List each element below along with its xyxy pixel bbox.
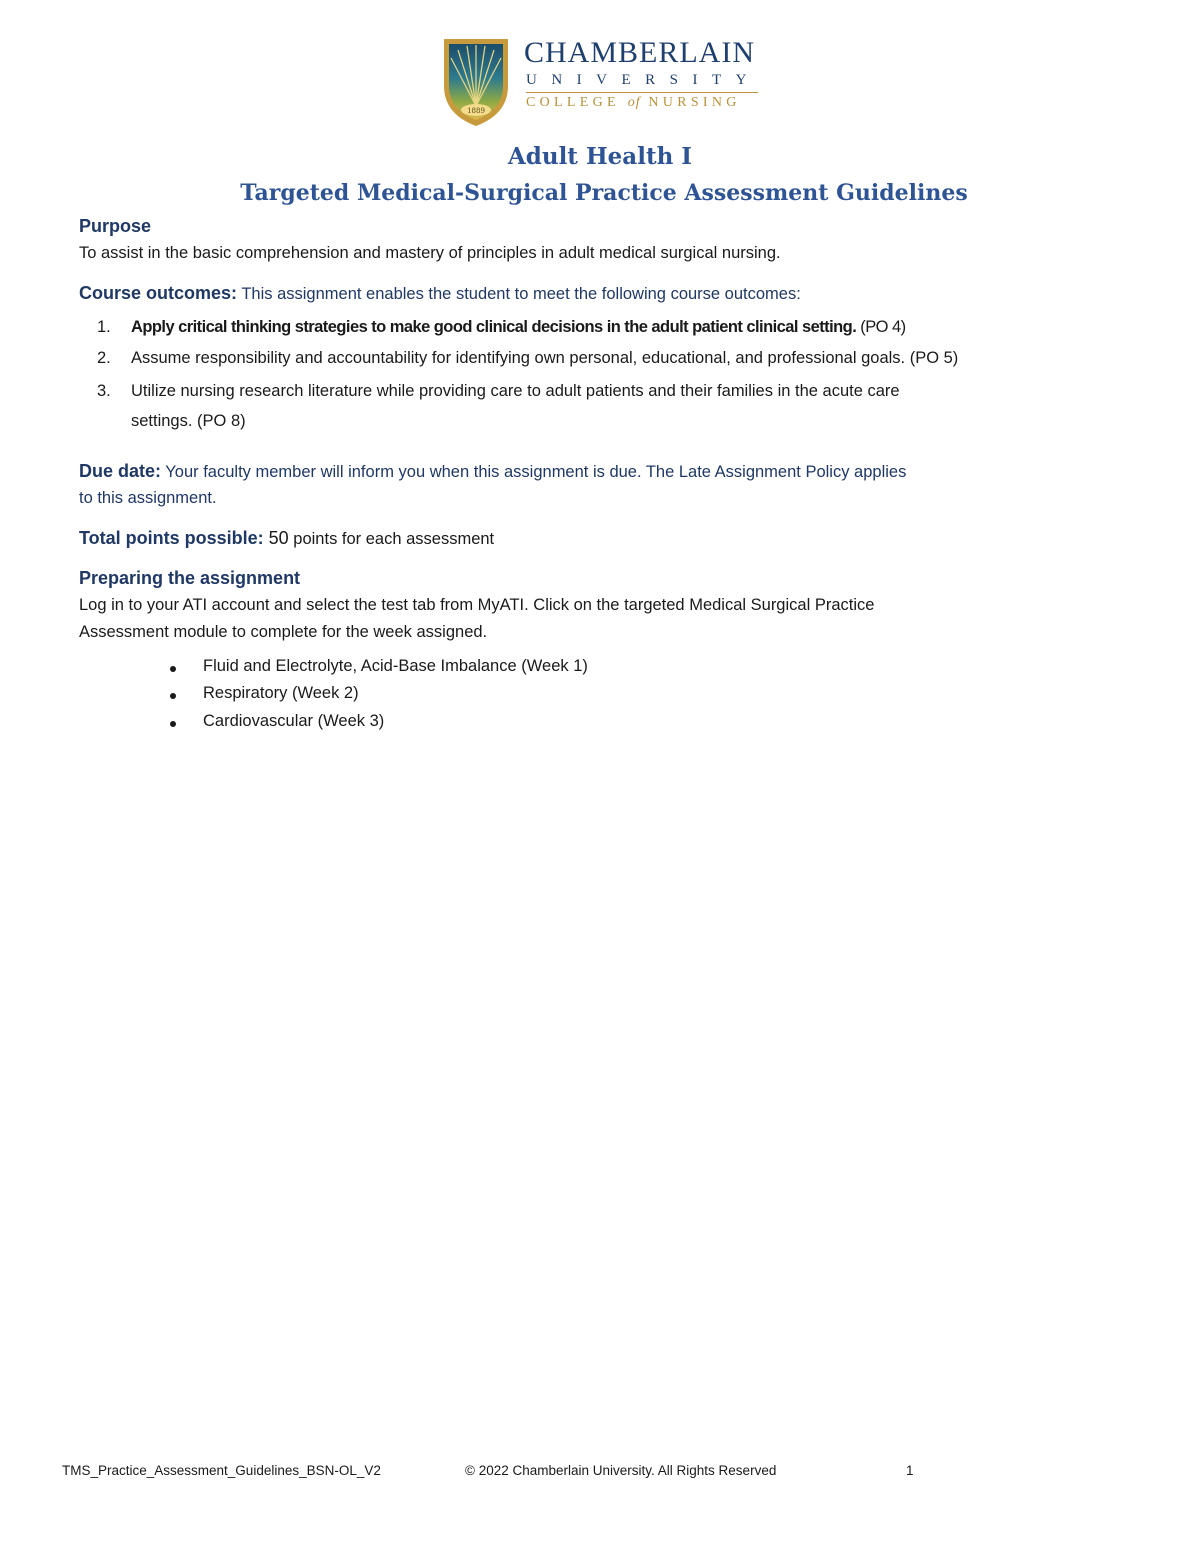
preparing-text-continued: Assessment module to complete for the week assigned.	[79, 623, 488, 641]
due-date-heading: Due date:	[79, 461, 162, 481]
list-item: Fluid and Electrolyte, Acid-Base Imbalance (Week 1)	[203, 657, 588, 675]
due-date-text-continued: to this assignment.	[79, 489, 217, 507]
document-title: Adult Health I	[507, 143, 693, 170]
outcome-text: Apply critical thinking strategies to make good clinical decisions in the adult patient clinical setting. (PO 4)	[131, 318, 906, 336]
bullet-icon	[170, 693, 176, 699]
course-outcomes-line	[79, 280, 801, 308]
preparing-text: Log in to your ATI account and select the test tab from MyATI. Click on the targeted Medical Surgical Practice	[79, 596, 875, 614]
bullet-icon	[170, 666, 176, 672]
footer-copyright: © 2022 Chamberlain University. All Rights Reserved	[465, 1463, 777, 1478]
logo-college: COLLEGE of NURSING	[526, 95, 741, 110]
list-item: Respiratory (Week 2)	[203, 684, 359, 702]
course-outcomes-heading: Course outcomes:	[79, 283, 238, 303]
logo-year: 1889	[467, 107, 485, 115]
outcome-number: 1.	[97, 318, 111, 336]
page-number: 1	[906, 1463, 914, 1478]
outcome-text-continued: settings. (PO 8)	[131, 412, 246, 430]
bullet-icon	[170, 721, 176, 727]
points-text: points for each assessment	[288, 530, 495, 548]
shield-emblem-icon	[441, 36, 511, 128]
due-date-line	[79, 458, 906, 486]
course-outcomes-intro: This assignment enables the student to meet the following course outcomes:	[237, 285, 801, 303]
logo-divider	[526, 92, 758, 93]
logo-university: UNIVERSITY	[526, 72, 761, 88]
preparing-heading: Preparing the assignment	[79, 568, 301, 588]
due-date-text: Your faculty member will inform you when this assignment is due. The Late Assignment Policy applies	[161, 463, 907, 481]
points-heading: Total points possible:	[79, 528, 264, 548]
document-subtitle: Targeted Medical-Surgical Practice Assessment Guidelines	[240, 180, 968, 206]
purpose-heading: Purpose	[79, 216, 152, 236]
points-value: 50	[263, 528, 289, 548]
outcome-number: 3.	[97, 382, 111, 400]
logo-wordmark: CHAMBERLAIN	[524, 36, 756, 69]
purpose-text: To assist in the basic comprehension and mastery of principles in adult medical surgical nursing.	[79, 244, 781, 262]
chamberlain-logo	[441, 36, 771, 132]
outcome-text: Utilize nursing research literature while providing care to adult patients and their families in the acute care	[131, 382, 900, 400]
outcome-number: 2.	[97, 349, 111, 367]
footer-filename: TMS_Practice_Assessment_Guidelines_BSN-OL_V2	[62, 1463, 381, 1478]
outcome-text: Assume responsibility and accountability for identifying own personal, educational, and professional goals. (PO 5)	[131, 349, 959, 367]
points-line	[79, 525, 494, 553]
list-item: Cardiovascular (Week 3)	[203, 712, 385, 730]
